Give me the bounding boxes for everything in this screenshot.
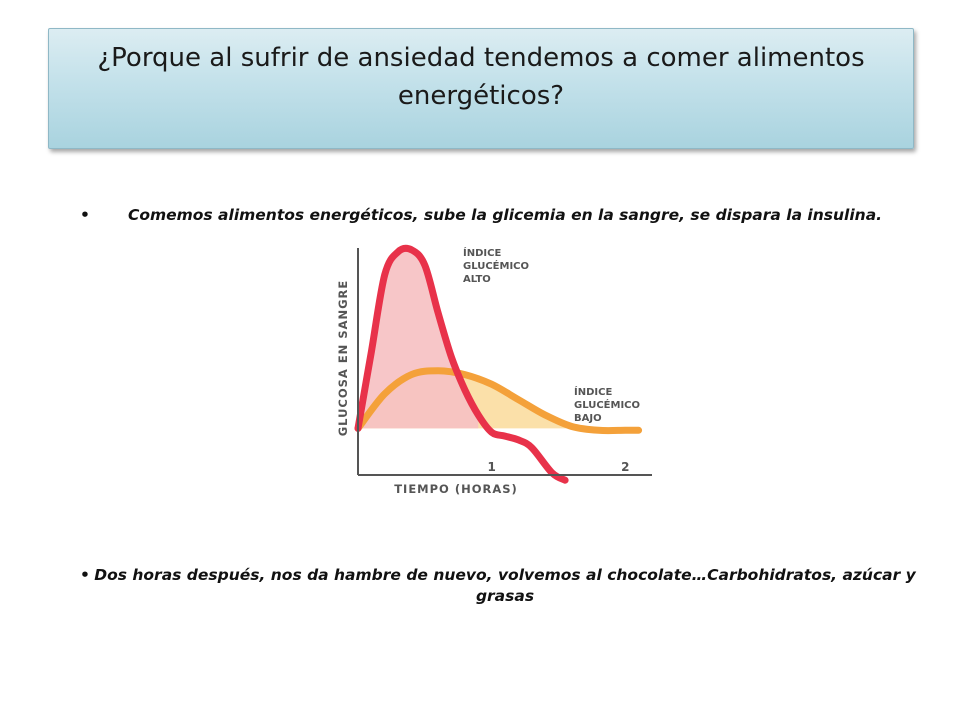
- x-axis-label: TIEMPO (HORAS): [394, 482, 518, 496]
- x-tick-label: 1: [487, 460, 496, 474]
- glycemic-chart: [330, 240, 658, 500]
- series-label: GLUCÉMICO: [463, 261, 530, 272]
- series-label: ALTO: [463, 274, 491, 285]
- bullet-dot-icon: •: [80, 206, 90, 224]
- series-label: ÍNDICE: [574, 387, 613, 398]
- bullet-item: [80, 205, 930, 226]
- series-label: BAJO: [574, 413, 602, 424]
- bullet-text: Dos horas después, nos da hambre de nuevo, volvemos al chocolate…Carbohidratos, azúcar y grasas: [94, 566, 916, 605]
- bullet-dot-icon: •: [80, 566, 90, 584]
- bullet-text: Comemos alimentos energéticos, sube la glicemia en la sangre, se dispara la insulina.: [127, 206, 883, 224]
- series-label: ÍNDICE: [463, 248, 502, 259]
- chart-svg: [330, 240, 658, 500]
- slide-title: ¿Porque al sufrir de ansiedad tendemos a comer alimentos energéticos?: [97, 43, 865, 111]
- x-tick-label: 2: [621, 460, 630, 474]
- y-axis-label: GLUCOSA EN SANGRE: [336, 279, 350, 437]
- title-box: [48, 28, 914, 149]
- bullet-item: [80, 565, 930, 607]
- series-label: GLUCÉMICO: [574, 400, 641, 411]
